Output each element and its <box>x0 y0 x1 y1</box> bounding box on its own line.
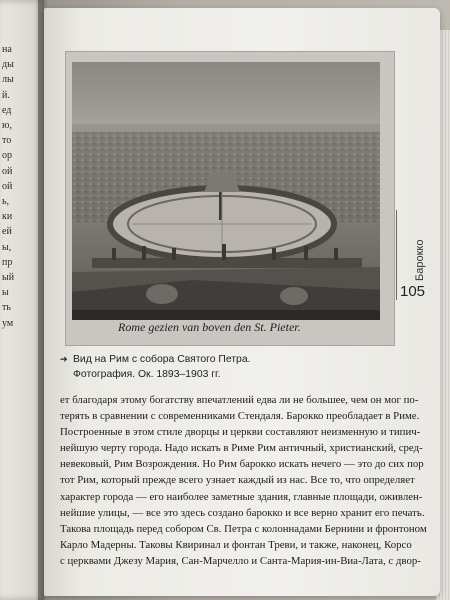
body-line: характер города — его наиболее заметные здания, главные площади, оживлен- <box>60 490 423 503</box>
body-line: Такова площадь перед собором Св. Петра с колоннадами Бернини и фронтоном <box>60 522 427 535</box>
left-fragment: ь, <box>2 196 10 208</box>
photo-handwritten-caption: Rome gezien van boven den St. Pieter. <box>118 320 301 334</box>
figure-caption <box>73 353 373 382</box>
left-fragment: ей <box>2 226 12 238</box>
left-fragment: пр <box>2 256 13 268</box>
left-fragment: ум <box>2 317 14 329</box>
left-fragment: на <box>2 44 12 55</box>
caption-line: Вид на Рим с собора Святого Петра. <box>73 354 251 365</box>
left-fragment: ть <box>2 302 11 314</box>
left-fragment: ы, <box>2 241 12 253</box>
rome-aerial-image <box>72 62 380 320</box>
page-number: 105 <box>400 283 426 300</box>
body-line: невековый, Рим Возрождения. Но Рим барокко искать нечего — это до сих пор <box>60 458 424 471</box>
left-fragment: й. <box>2 89 10 101</box>
left-fragment: ый <box>2 272 15 284</box>
section-title: Барокко <box>414 239 426 281</box>
body-line: Построенные в этом стиле дворцы и церкви составляют неизменную и типич- <box>60 426 421 439</box>
left-fragment: ой <box>2 165 13 177</box>
body-line: нейшую черту города. Надо искать в Риме Рим античный, христианский, сред- <box>60 442 423 455</box>
body-line: с церквами Джезу Мария, Сан-Марчелло и Санта-Мария-ин-Виа-Лата, с двор- <box>60 554 421 567</box>
body-text <box>60 392 427 569</box>
body-line: нейшие улицы, — все это здесь создано барокко и все верно хранит его печать. <box>60 506 425 519</box>
body-line: Карло Мадерны. Таковы Квиринал и фонтан Треви, и также, наконец, Корсо <box>60 538 412 551</box>
left-fragment: ед <box>2 104 12 116</box>
body-line: ет благодаря этому богатству впечатлений едва ли не большее, чем он мог по- <box>60 394 419 406</box>
left-fragment: ы <box>2 287 9 299</box>
body-line: терять в сравнении с современниками Стендаля. Барокко преобладает в Риме. <box>60 410 420 423</box>
left-fragment: ю, <box>2 120 12 132</box>
left-fragment: ки <box>2 211 13 223</box>
left-fragment: ор <box>2 150 12 162</box>
left-fragment: лы <box>2 74 14 86</box>
left-fragment: ды <box>2 59 14 71</box>
left-fragment: ой <box>2 180 13 192</box>
left-fragment: то <box>2 135 12 147</box>
caption-arrow-icon: ➔ <box>60 354 68 364</box>
caption-line: Фотография. Ок. 1893–1903 гг. <box>73 368 221 380</box>
left-page-text <box>2 42 26 331</box>
body-line: тот Рим, который прежде всего узнает каждый из нас. Все то, что определяет <box>60 474 415 487</box>
rome-photograph <box>72 62 380 320</box>
